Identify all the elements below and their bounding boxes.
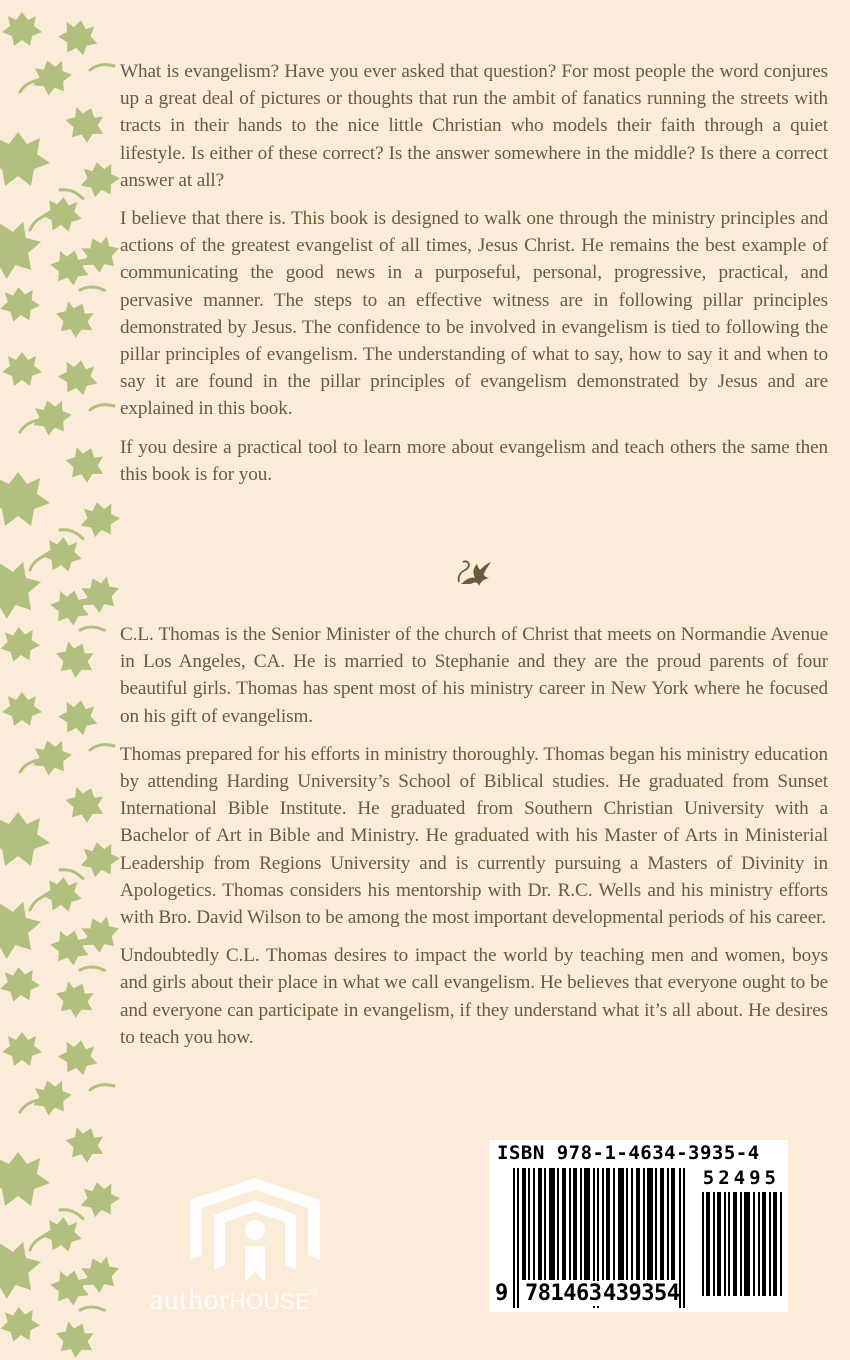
book-blurb: [120, 58, 828, 499]
fleuron-leaf-icon: [455, 556, 495, 588]
ean-left-group: 781463: [525, 1281, 602, 1306]
isbn-label: ISBN 978-1-4634-3935-4: [497, 1142, 760, 1164]
publisher-name-house: HOUSE: [229, 1289, 311, 1314]
ean-right-group: 439354: [603, 1281, 680, 1306]
blurb-paragraph: If you desire a practical tool to learn more about evangelism and teach others the same then this book is for you.: [120, 436, 828, 485]
ean-first-digit: 9: [495, 1281, 509, 1306]
author-bio: [120, 621, 828, 1062]
bio-paragraph: Undoubtedly C.L. Thomas desires to impact the world by teaching men and women, boys and girls about their place in what we call evangelism. He believes that everyone ought to be and everyone can participate in evangelism, if they understand what it’s all about. He desires to teach you how.: [120, 945, 828, 1048]
registered-mark: ®: [310, 1286, 321, 1300]
price-code: 52495: [702, 1167, 780, 1189]
blurb-paragraph: I believe that there is. This book is designed to walk one through the ministry principles and actions of the greatest evangelist of all times, Jesus Christ. He remains the best example of communicating the good news in a purposeful, personal, progressive, practical, and pervasive manner. The steps to an effective witness are in following pillar principles demonstrated by Jesus. The confidence to be involved in evangelism is tied to following the pillar principles of evangelism. The understanding of what to say, how to say it and when to say it are found in the pillar principles of evangelism demonstrated by Jesus and are explained in this book.: [120, 208, 828, 420]
isbn-barcode: [489, 1140, 788, 1312]
addon-barcode-bars-icon: [702, 1192, 782, 1296]
publisher-name-author: author: [150, 1283, 230, 1316]
ivy-leaf-border-icon: [0, 0, 130, 1360]
bio-paragraph: Thomas prepared for his efforts in ministry thoroughly. Thomas began his ministry education by attending Harding University’s School of Biblical studies. He graduated from Sunset International Bible Institute. He graduated from Southern Christian University with a Bachelor of Art in Bible and Ministry. He graduated with his Master of Arts in Ministerial Leadership from Regions University and is currently pursuing a Masters of Divinity in Apologetics. Thomas considers his mentorship with Dr. R.C. Wells and his ministry efforts with Bro. David Wilson to be among the most important developmental periods of his career.: [120, 743, 828, 929]
publisher-name: [150, 1283, 320, 1317]
bio-paragraph: C.L. Thomas is the Senior Minister of the church of Christ that meets on Normandie Avenue in Los Angeles, CA. He is married to Stephanie and they are the proud parents of four beautiful girls. Thomas has spent most of his ministry career in New York where he focused on his gift of evangelism.: [120, 624, 828, 727]
blurb-paragraph: What is evangelism? Have you ever asked that question? For most people the word conjures up a great deal of pictures or thoughts that run the ambit of fanatics running the streets with tracts in their hands to the nice little Christian who models their faith through a quiet lifestyle. Is either of these correct? Is the answer somewhere in the middle? Is there a correct answer at all?: [120, 61, 828, 191]
